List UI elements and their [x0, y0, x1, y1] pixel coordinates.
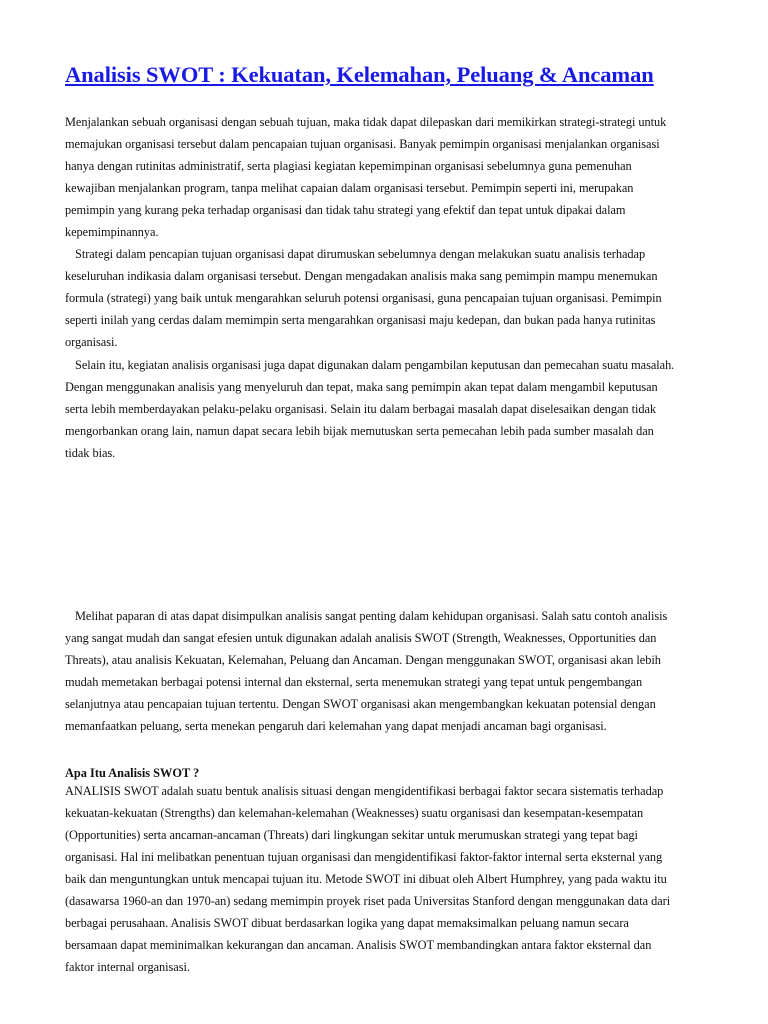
text-line: Strategi dalam pencapian tujuan organisasi dapat dirumuskan sebelumnya dengan melakukan suatu analisis terhadap [75, 247, 646, 261]
text-line: baik dan menguntungkan untuk mencapai tujuan itu. Metode SWOT ini dibuat oleh Albert Humphrey, yang pada waktu itu [65, 872, 667, 886]
text-line: kewajiban menjalankan program, tanpa melihat capaian dalam organisasi tersebut. Pemimpin seperti ini, merupakan [65, 181, 634, 195]
text-line: mengorbankan orang lain, namun dapat secara lebih bijak memutuskan serta pemecahan lebih pada sumber masalah dan [65, 424, 654, 438]
text-line: organisasi. [65, 335, 118, 349]
text-line: Threats), atau analisis Kekuatan, Kelemahan, Peluang dan Ancaman. Dengan menggunakan SWOT, organisasi akan lebih [65, 653, 661, 667]
paragraph-conclusion [65, 605, 710, 737]
text-line: seperti inilah yang cerdas dalam memimpin serta mengarahkan organisasi maju kedepan, dan bukan pada hanya rutinitas [65, 313, 656, 327]
text-line: (dasawarsa 1960-an dan 1970-an) sedang memimpin proyek riset pada Universitas Stanford dengan menggunakan data dari [65, 894, 671, 908]
text-line: mudah memetakan berbagai potensi internal dan eksternal, serta menemukan strategi yang tepat untuk pengembangan [65, 675, 643, 689]
text-line: Melihat paparan di atas dapat disimpulkan analisis sangat penting dalam kehidupan organisasi. Salah satu contoh analisis [75, 609, 668, 623]
paragraph-intro [65, 111, 710, 243]
text-line: formula (strategi) yang baik untuk mengarahkan seluruh potensi organisasi, guna pencapaian tujuan organisasi. Pemimpin [65, 291, 662, 305]
text-line: Menjalankan sebuah organisasi dengan sebuah tujuan, maka tidak dapat dilepaskan dari memikirkan strategi-strategi untuk [65, 115, 667, 129]
paragraph-decision [65, 354, 710, 464]
text-line: (Opportunities) serta ancaman-ancaman (Threats) dari lingkungan sekitar untuk merumuskan strategi yang tepat bagi [65, 828, 638, 842]
text-line: serta lebih memberdayakan pelaku-pelaku organisasi. Selain itu dalam berbagai masalah dapat diselesaikan dengan tidak [65, 402, 657, 416]
text-line: pemimpin yang kurang peka terhadap organisasi dan tidak tahu strategi yang efektif dan tepat untuk dipakai dalam [65, 203, 626, 217]
text-line: kekuatan-kekuatan (Strengths) dan kelemahan-kelemahan (Weaknesses) suatu organisasi dan kesempatan-kesempatan [65, 806, 644, 820]
text-line: tidak bias. [65, 446, 116, 460]
section-heading: Apa Itu Analisis SWOT ? [65, 766, 200, 780]
text-line: keseluruhan indikasia dalam organisasi tersebut. Dengan mengadakan analisis maka sang pemimpin mampu menemukan [65, 269, 658, 283]
text-line: bersamaan dapat meminimalkan kekurangan dan ancaman. Analisis SWOT membandingkan antara faktor eksternal dan [65, 938, 652, 952]
text-line: organisasi. Hal ini melibatkan penentuan tujuan organisasi dan mengidentifikasi faktor-faktor internal serta eksternal yang [65, 850, 663, 864]
paragraph-definition [65, 780, 710, 978]
text-line: faktor internal organisasi. [65, 960, 190, 974]
text-line: memajukan organisasi tersebut dalam pencapaian tujuan organisasi. Banyak pemimpin organisasi menjalankan organisasi [65, 137, 660, 151]
text-line: Dengan menggunakan analisis yang menyeluruh dan tepat, maka sang pemimpin akan tepat dalam mengambil keputusan [65, 380, 658, 394]
text-line: berbagai perusahaan. Analisis SWOT dibuat berdasarkan logika yang dapat memaksimalkan peluang namun secara [65, 916, 629, 930]
text-line: selanjutnya atau pencapaian tujuan tertentu. Dengan SWOT organisasi akan mengembangkan kekuatan potensial dengan [65, 697, 656, 711]
text-line: Selain itu, kegiatan analisis organisasi juga dapat digunakan dalam pengambilan keputusan dan pemecahan suatu masalah. [75, 358, 675, 372]
text-line: kepemimpinannya. [65, 225, 159, 239]
text-line: hanya dengan rutinitas administratif, serta plagiasi kegiatan kepemimpinan organisasi sebelumnya guna pemenuhan [65, 159, 632, 173]
text-line: memanfaatkan peluang, serta menekan pengaruh dari kelemahan yang dapat menjadi ancaman bagi organisasi. [65, 719, 607, 733]
document-title[interactable]: Analisis SWOT : Kekuatan, Kelemahan, Peluang & Ancaman [65, 62, 654, 87]
text-line: ANALISIS SWOT adalah suatu bentuk analisis situasi dengan mengidentifikasi berbagai faktor secara sistematis terhadap [65, 784, 664, 798]
text-line: yang sangat mudah dan sangat efesien untuk digunakan adalah analisis SWOT (Strength, Weaknesses, Opportunities dan [65, 631, 657, 645]
paragraph-strategy [65, 243, 710, 353]
